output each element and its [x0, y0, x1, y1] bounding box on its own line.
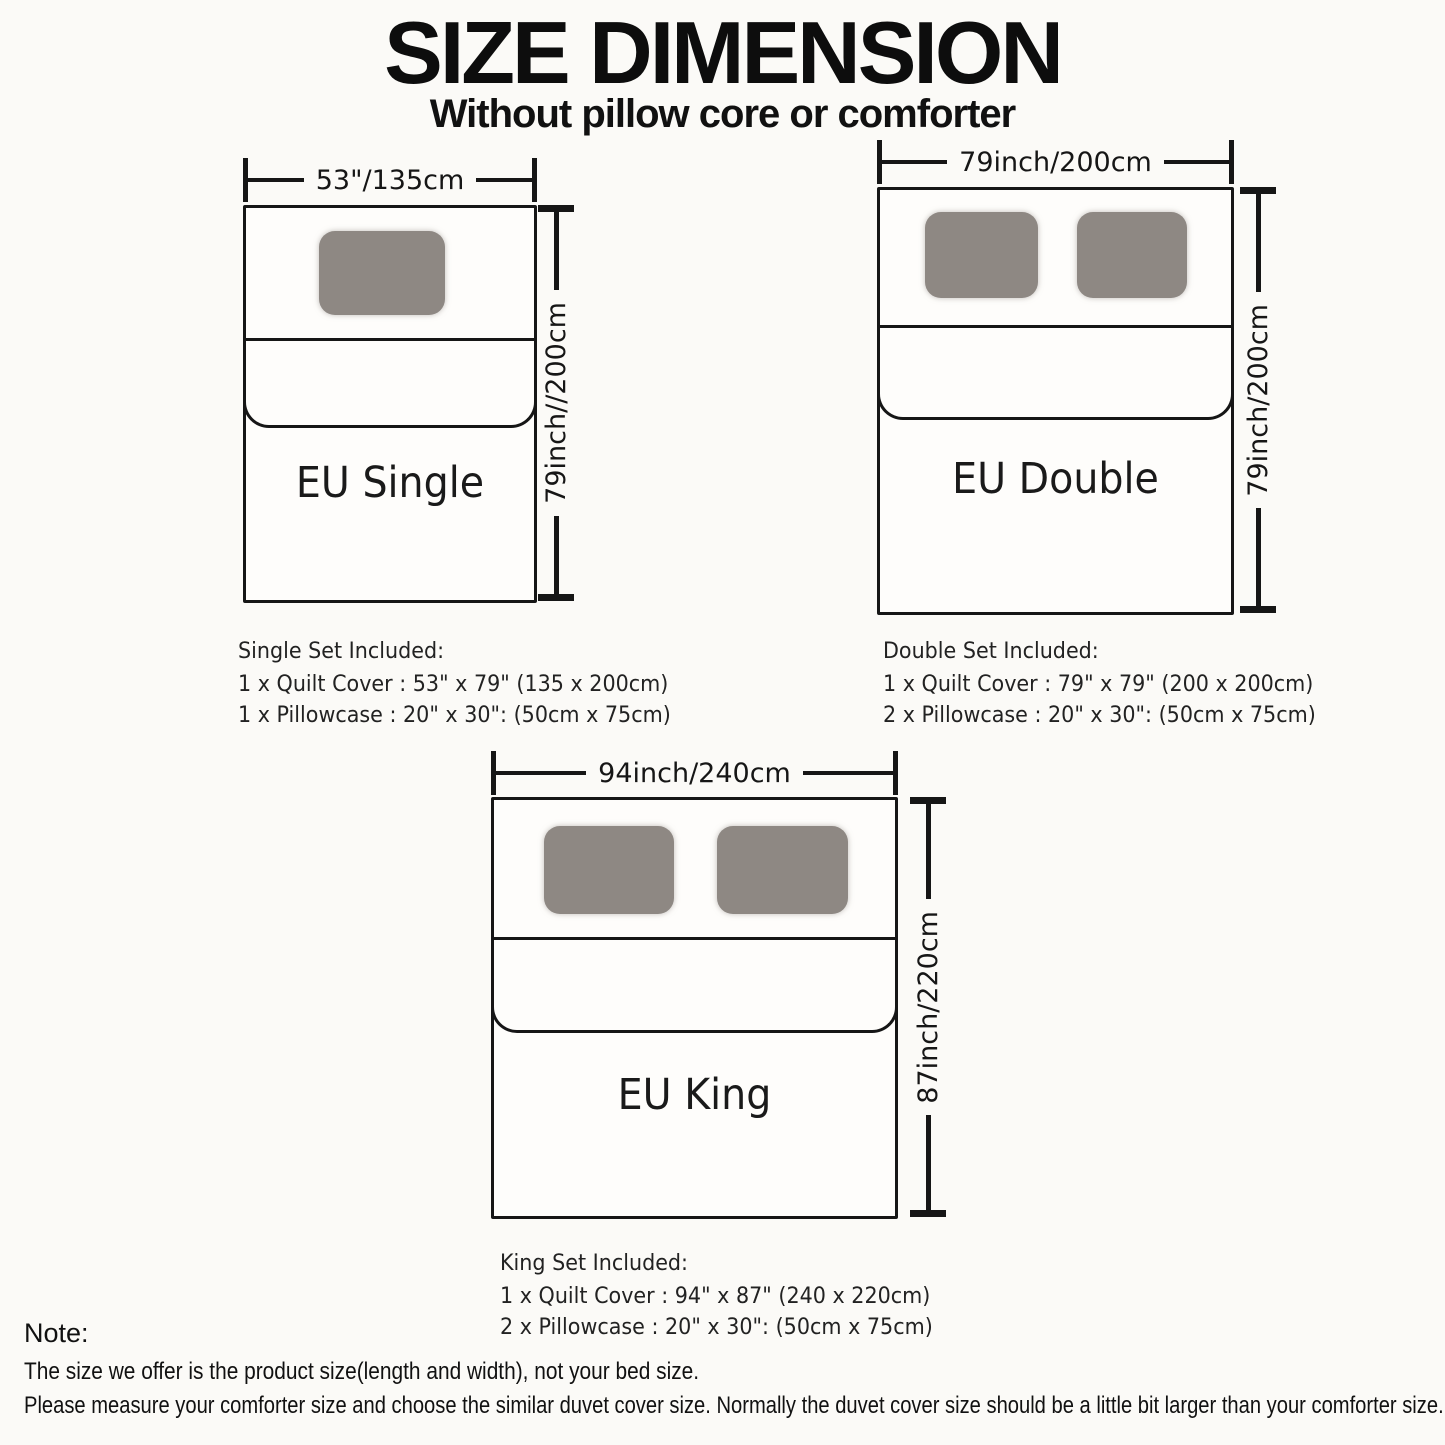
- note-line: Please measure your comforter size and choose the similar duvet cover size. Normally the duvet cover size should be a little bit larger than your comforter size.: [24, 1392, 1444, 1419]
- dimension-line: [803, 771, 893, 775]
- set-included-title: Double Set Included:: [883, 639, 1099, 664]
- dimension-line: [554, 516, 559, 594]
- dimension-line: [248, 178, 304, 182]
- set-included-line: 2 x Pillowcase : 20" x 30": (50cm x 75cm): [883, 703, 1316, 728]
- dimension-endbar: [1240, 187, 1276, 194]
- height-dimension-single: [536, 205, 576, 601]
- dimension-line: [926, 1115, 931, 1210]
- set-included-title: King Set Included:: [500, 1251, 689, 1276]
- bed-diagram-single: [243, 205, 537, 603]
- bed-size-label-king: EU King: [617, 1070, 772, 1120]
- dimension-line: [476, 178, 532, 182]
- width-dimension-king: [491, 751, 898, 795]
- width-dimension-single: [243, 158, 537, 202]
- blanket-fold-line: [243, 341, 537, 428]
- width-dimension-label-king: 94inch/240cm: [598, 757, 791, 789]
- bed-diagram-king: [491, 797, 898, 1219]
- set-included-line: 1 x Quilt Cover : 94" x 87" (240 x 220cm): [500, 1284, 931, 1309]
- width-dimension-label-single: 53"/135cm: [315, 164, 465, 196]
- pillow-icon: [319, 231, 445, 315]
- width-dimension-double: [877, 140, 1234, 184]
- dimension-endbar: [910, 797, 946, 804]
- dimension-endbar: [910, 1210, 946, 1217]
- set-included-line: 1 x Quilt Cover : 53" x 79" (135 x 200cm): [238, 672, 669, 697]
- blanket-fold-line: [877, 328, 1234, 420]
- bed-size-label-single: EU Single: [295, 458, 485, 508]
- set-included-double: [883, 636, 1316, 731]
- dimension-endbar: [893, 751, 898, 795]
- height-dimension-label-king: 87inch/220cm: [912, 910, 944, 1104]
- note-line: The size we offer is the product size(length and width), not your bed size.: [24, 1358, 700, 1385]
- set-included-line: 1 x Pillowcase : 20" x 30": (50cm x 75cm): [238, 703, 671, 728]
- pillow-zone: [246, 208, 534, 341]
- dimension-endbar: [538, 594, 574, 601]
- bed-size-label-double: EU Double: [952, 454, 1159, 504]
- pillow-icon: [717, 826, 848, 914]
- pillow-zone: [494, 800, 895, 940]
- dimension-endbar: [538, 205, 574, 212]
- set-included-king: [500, 1248, 933, 1343]
- height-dimension-double: [1238, 187, 1278, 613]
- height-dimension-label-single: 79inch//200cm: [540, 302, 572, 504]
- set-included-line: 1 x Quilt Cover : 79" x 79" (200 x 200cm): [883, 672, 1314, 697]
- dimension-endbar: [1229, 140, 1234, 184]
- dimension-line: [496, 771, 586, 775]
- dimension-endbar: [532, 158, 537, 202]
- blanket-fold-line: [491, 940, 898, 1033]
- pillow-icon: [1077, 212, 1187, 298]
- width-dimension-label-double: 79inch/200cm: [959, 146, 1152, 178]
- dimension-line: [1256, 194, 1261, 292]
- note-title: Note:: [24, 1318, 89, 1348]
- pillow-icon: [544, 826, 674, 914]
- height-dimension-label-double: 79inch/200cm: [1242, 303, 1274, 497]
- dimension-line: [554, 212, 559, 290]
- page-subtitle: Without pillow core or comforter: [429, 92, 1016, 136]
- height-dimension-king: [908, 797, 948, 1217]
- dimension-line: [882, 160, 947, 164]
- page-title: SIZE DIMENSION: [384, 3, 1061, 102]
- bed-diagram-double: [877, 187, 1234, 615]
- dimension-line: [1164, 160, 1229, 164]
- dimension-endbar: [1240, 606, 1276, 613]
- set-included-line: 2 x Pillowcase : 20" x 30": (50cm x 75cm): [500, 1315, 933, 1340]
- dimension-line: [926, 804, 931, 899]
- set-included-single: [238, 636, 671, 731]
- set-included-title: Single Set Included:: [238, 639, 445, 664]
- dimension-line: [1256, 508, 1261, 606]
- pillow-icon: [925, 212, 1038, 298]
- pillow-zone: [880, 190, 1231, 328]
